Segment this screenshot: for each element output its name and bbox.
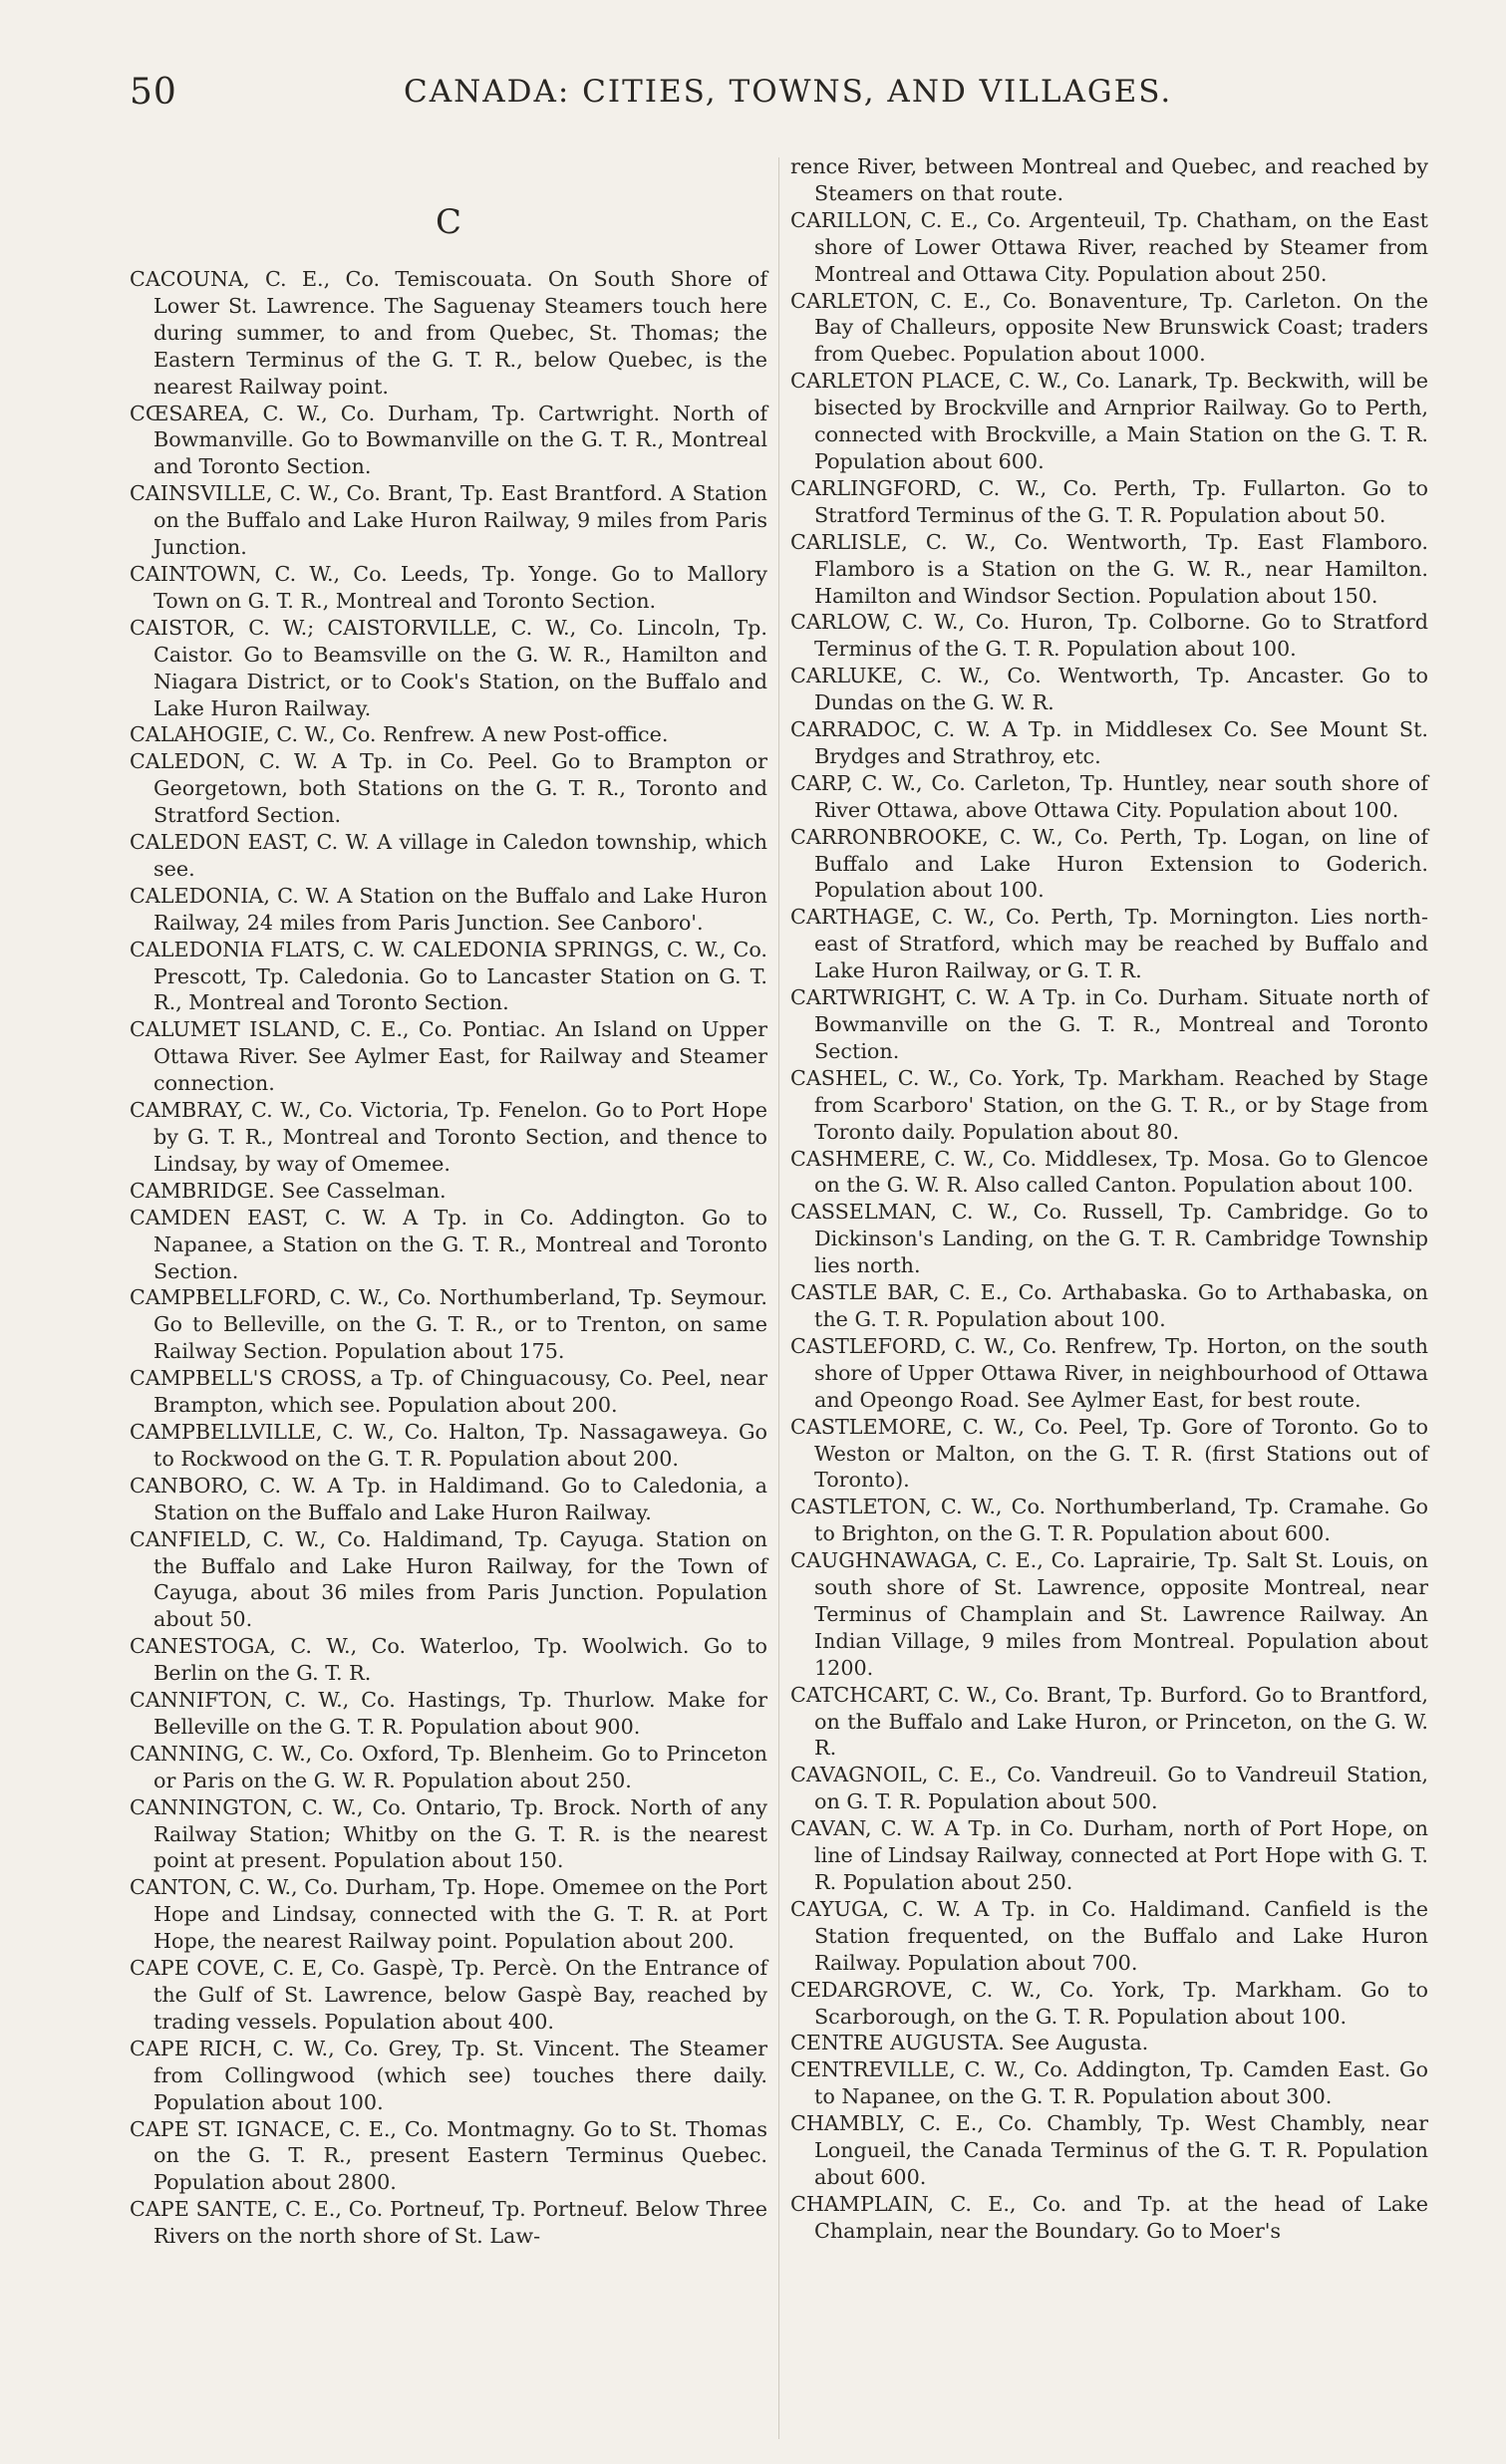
gazetteer-entry: CANESTOGA, C. W., Co. Waterloo, Tp. Woolwich. Go to Berlin on the G. T. R. <box>130 1634 767 1686</box>
gazetteer-entry: CARTWRIGHT, C. W. A Tp. in Co. Durham. Situate north of Bowmanville on the G. T. R., Montreal and Toronto Section. <box>790 985 1428 1063</box>
gazetteer-entry: CHAMBLY, C. E., Co. Chambly, Tp. West Chambly, near Longueil, the Canada Terminus of the G. T. R. Population about 600. <box>790 2111 1428 2189</box>
gazetteer-entry: CASTLEFORD, C. W., Co. Renfrew, Tp. Horton, on the south shore of Upper Ottawa River, in neighbourhood of Ottawa and Opeongo Road. See Aylmer East, for best route. <box>790 1333 1428 1412</box>
gazetteer-entry: CARRONBROOKE, C. W., Co. Perth, Tp. Logan, on line of Buffalo and Lake Huron Extension to Goderich. Population about 100. <box>790 824 1428 903</box>
gazetteer-entry: CALEDON EAST, C. W. A village in Caledon township, which see. <box>130 830 767 881</box>
gazetteer-entry: rence River, between Montreal and Quebec, and reached by Steamers on that route. <box>790 154 1428 205</box>
gazetteer-entry: CATCHCART, C. W., Co. Brant, Tp. Burford. Go to Brantford, on the Buffalo and Lake Huron, or Princeton, on the G. W. R. <box>790 1682 1428 1761</box>
right-entries <box>790 153 1428 2245</box>
gazetteer-entry: CASTLEMORE, C. W., Co. Peel, Tp. Gore of Toronto. Go to Weston or Malton, on the G. T. R. (first Stations out of Toronto). <box>790 1414 1428 1493</box>
gazetteer-entry: CASSELMAN, C. W., Co. Russell, Tp. Cambridge. Go to Dickinson's Landing, on the G. T. R. Cambridge Township lies north. <box>790 1200 1428 1278</box>
gazetteer-entry: CENTRE AUGUSTA. See Augusta. <box>790 2031 1149 2055</box>
gazetteer-entry: CŒSAREA, C. W., Co. Durham, Tp. Cartwright. North of Bowmanville. Go to Bowmanville on the G. T. R., Montreal and Toronto Section. <box>130 401 767 479</box>
gazetteer-entry: CALEDONIA, C. W. A Station on the Buffalo and Lake Huron Railway, 24 miles from Paris Junction. See Canboro'. <box>130 883 767 935</box>
gazetteer-entry: CAVAGNOIL, C. E., Co. Vandreuil. Go to Vandreuil Station, on G. T. R. Population about 500. <box>790 1763 1428 1814</box>
gazetteer-entry: CARLETON, C. E., Co. Bonaventure, Tp. Carleton. On the Bay of Challeurs, opposite New Brunswick Coast; traders from Quebec. Population about 1000. <box>790 288 1428 367</box>
gazetteer-entry: CASTLETON, C. W., Co. Northumberland, Tp. Cramahe. Go to Brighton, on the G. T. R. Population about 600. <box>790 1495 1428 1546</box>
column-divider <box>778 157 779 2439</box>
gazetteer-entry: CANNING, C. W., Co. Oxford, Tp. Blenheim. Go to Princeton or Paris on the G. W. R. Population about 250. <box>130 1741 767 1792</box>
gazetteer-entry: CAPE SANTE, C. E., Co. Portneuf, Tp. Portneuf. Below Three Rivers on the north shore of St. Law- <box>130 2197 767 2249</box>
gazetteer-entry: CAVAN, C. W. A Tp. in Co. Durham, north of Port Hope, on line of Lindsay Railway, connected at Port Hope with G. T. R. Population about 250. <box>790 1816 1428 1894</box>
gazetteer-entry: CARLETON PLACE, C. W., Co. Lanark, Tp. Beckwith, will be bisected by Brockville and Arnprior Railway. Go to Perth, connected with Brockville, a Main Station on the G. T. R. Population about 600. <box>790 369 1428 473</box>
gazetteer-entry: CAUGHNAWAGA, C. E., Co. Laprairie, Tp. Salt St. Louis, on south shore of St. Lawrence, opposite Montreal, near Terminus of Champlain and St. Lawrence Railway. An Indian Village, 9 miles from Montreal. Population about 1200. <box>790 1548 1428 1680</box>
gazetteer-entry: CEDARGROVE, C. W., Co. York, Tp. Markham. Go to Scarborough, on the G. T. R. Population about 100. <box>790 1977 1428 2029</box>
gazetteer-entry: CANBORO, C. W. A Tp. in Haldimand. Go to Caledonia, a Station on the Buffalo and Lake Huron Railway. <box>130 1473 767 1524</box>
gazetteer-entry: CAMPBELLVILLE, C. W., Co. Halton, Tp. Nassagaweya. Go to Rockwood on the G. T. R. Population about 200. <box>130 1419 767 1471</box>
gazetteer-entry: CALUMET ISLAND, C. E., Co. Pontiac. An Island on Upper Ottawa River. See Aylmer East, for Railway and Steamer connection. <box>130 1017 767 1096</box>
gazetteer-entry: CACOUNA, C. E., Co. Temiscouata. On South Shore of Lower St. Lawrence. The Saguenay Steamers touch here during summer, to and from Quebec, St. Thomas; the Eastern Terminus of the G. T. R., below Quebec, is the nearest Railway point. <box>130 267 767 399</box>
gazetteer-entry: CANFIELD, C. W., Co. Haldimand, Tp. Cayuga. Station on the Buffalo and Lake Huron Railway, for the Town of Cayuga, about 36 miles from Paris Junction. Population about 50. <box>130 1526 767 1632</box>
gazetteer-entry: CALAHOGIE, C. W., Co. Renfrew. A new Post-office. <box>130 722 669 747</box>
gazetteer-entry: CAINSVILLE, C. W., Co. Brant, Tp. East Brantford. A Station on the Buffalo and Lake Huron Railway, 9 miles from Paris Junction. <box>130 481 767 560</box>
gazetteer-entry: CASTLE BAR, C. E., Co. Arthabaska. Go to Arthabaska, on the G. T. R. Population about 100. <box>790 1280 1428 1331</box>
gazetteer-entry: CANNINGTON, C. W., Co. Ontario, Tp. Brock. North of any Railway Station; Whitby on the G. T. R. is the nearest point at present. Population about 150. <box>130 1794 767 1873</box>
running-header <box>130 72 1395 122</box>
gazetteer-entry: CAPE ST. IGNACE, C. E., Co. Montmagny. Go to St. Thomas on the G. T. R., present Eastern Terminus Quebec. Population about 2800. <box>130 2116 767 2195</box>
gazetteer-entry: CAMBRAY, C. W., Co. Victoria, Tp. Fenelon. Go to Port Hope by G. T. R., Montreal and Toronto Section, and thence to Lindsay, by way of Omemee. <box>130 1098 767 1176</box>
gazetteer-entry: CAINTOWN, C. W., Co. Leeds, Tp. Yonge. Go to Mallory Town on G. T. R., Montreal and Toronto Section. <box>130 561 767 613</box>
left-column <box>130 153 767 2250</box>
gazetteer-entry: CAMPBELLFORD, C. W., Co. Northumberland, Tp. Seymour. Go to Belleville, on the G. T. R., or to Trenton, on same Railway Section. Population about 175. <box>130 1285 767 1364</box>
gazetteer-entry: CANNIFTON, C. W., Co. Hastings, Tp. Thurlow. Make for Belleville on the G. T. R. Population about 900. <box>130 1688 767 1739</box>
gazetteer-entry: CARLUKE, C. W., Co. Wentworth, Tp. Ancaster. Go to Dundas on the G. W. R. <box>790 664 1428 715</box>
gazetteer-entry: CALEDONIA FLATS, C. W. CALEDONIA SPRINGS, C. W., Co. Prescott, Tp. Caledonia. Go to Lancaster Station on G. T. R., Montreal and Toronto Section. <box>130 937 767 1015</box>
running-title: CANADA: CITIES, TOWNS, AND VILLAGES. <box>404 74 1173 110</box>
gazetteer-entry: CARILLON, C. E., Co. Argenteuil, Tp. Chatham, on the East shore of Lower Ottawa River, reached by Steamer from Montreal and Ottawa City. Population about 250. <box>790 207 1428 286</box>
gazetteer-entry: CHAMPLAIN, C. E., Co. and Tp. at the head of Lake Champlain, near the Boundary. Go to Moer's <box>790 2191 1428 2243</box>
right-column <box>790 153 1428 2245</box>
gazetteer-entry: CARTHAGE, C. W., Co. Perth, Tp. Mornington. Lies north-east of Stratford, which may be reached by Buffalo and Lake Huron Railway, or G. T. R. <box>790 905 1428 983</box>
section-letter: C <box>435 202 461 242</box>
gazetteer-entry: CAPE COVE, C. E, Co. Gaspè, Tp. Percè. On the Entrance of the Gulf of St. Lawrence, below Gaspè Bay, reached by trading vessels. Population about 400. <box>130 1956 767 2034</box>
gazetteer-entry: CAYUGA, C. W. A Tp. in Co. Haldimand. Canfield is the Station frequented, on the Buffalo and Lake Huron Railway. Population about 700. <box>790 1896 1428 1975</box>
left-entries <box>130 266 767 2250</box>
gazetteer-entry: CARRADOC, C. W. A Tp. in Middlesex Co. See Mount St. Brydges and Strathroy, etc. <box>790 717 1428 768</box>
gazetteer-entry: CARLISLE, C. W., Co. Wentworth, Tp. East Flamboro. Flamboro is a Station on the G. W. R., near Hamilton. Hamilton and Windsor Section. Population about 150. <box>790 529 1428 608</box>
gazetteer-entry: CAPE RICH, C. W., Co. Grey, Tp. St. Vincent. The Steamer from Collingwood (which see) touches there daily. Population about 100. <box>130 2036 767 2114</box>
gazetteer-entry: CAMBRIDGE. See Casselman. <box>130 1178 447 1203</box>
gazetteer-entry: CALEDON, C. W. A Tp. in Co. Peel. Go to Brampton or Georgetown, both Stations on the G. T. R., Toronto and Stratford Section. <box>130 749 767 828</box>
gazetteer-entry: CARLINGFORD, C. W., Co. Perth, Tp. Fullarton. Go to Stratford Terminus of the G. T. R. Population about 50. <box>790 475 1428 527</box>
gazetteer-entry: CENTREVILLE, C. W., Co. Addington, Tp. Camden East. Go to Napanee, on the G. T. R. Population about 300. <box>790 2057 1428 2109</box>
gazetteer-entry: CASHMERE, C. W., Co. Middlesex, Tp. Mosa. Go to Glencoe on the G. W. R. Also called Canton. Population about 100. <box>790 1146 1428 1198</box>
gazetteer-entry: CAMPBELL'S CROSS, a Tp. of Chinguacousy, Co. Peel, near Brampton, which see. Population about 200. <box>130 1366 767 1418</box>
gazetteer-entry: CAISTOR, C. W.; CAISTORVILLE, C. W., Co. Lincoln, Tp. Caistor. Go to Beamsville on the G. W. R., Hamilton and Niagara District, or to Cook's Station, on the Buffalo and Lake Huron Railway. <box>130 615 767 720</box>
gazetteer-entry: CAMDEN EAST, C. W. A Tp. in Co. Addington. Go to Napanee, a Station on the G. T. R., Montreal and Toronto Section. <box>130 1205 767 1283</box>
gazetteer-entry: CARP, C. W., Co. Carleton, Tp. Huntley, near south shore of River Ottawa, above Ottawa City. Population about 100. <box>790 770 1428 822</box>
page-number: 50 <box>130 72 177 113</box>
gazetteer-entry: CANTON, C. W., Co. Durham, Tp. Hope. Omemee on the Port Hope and Lindsay, connected with the G. T. R. at Port Hope, the nearest Railway point. Population about 200. <box>130 1875 767 1954</box>
gazetteer-entry: CARLOW, C. W., Co. Huron, Tp. Colborne. Go to Stratford Terminus of the G. T. R. Population about 100. <box>790 610 1428 662</box>
gazetteer-entry: CASHEL, C. W., Co. York, Tp. Markham. Reached by Stage from Scarboro' Station, on the G. T. R., or by Stage from Toronto daily. Population about 80. <box>790 1065 1428 1144</box>
